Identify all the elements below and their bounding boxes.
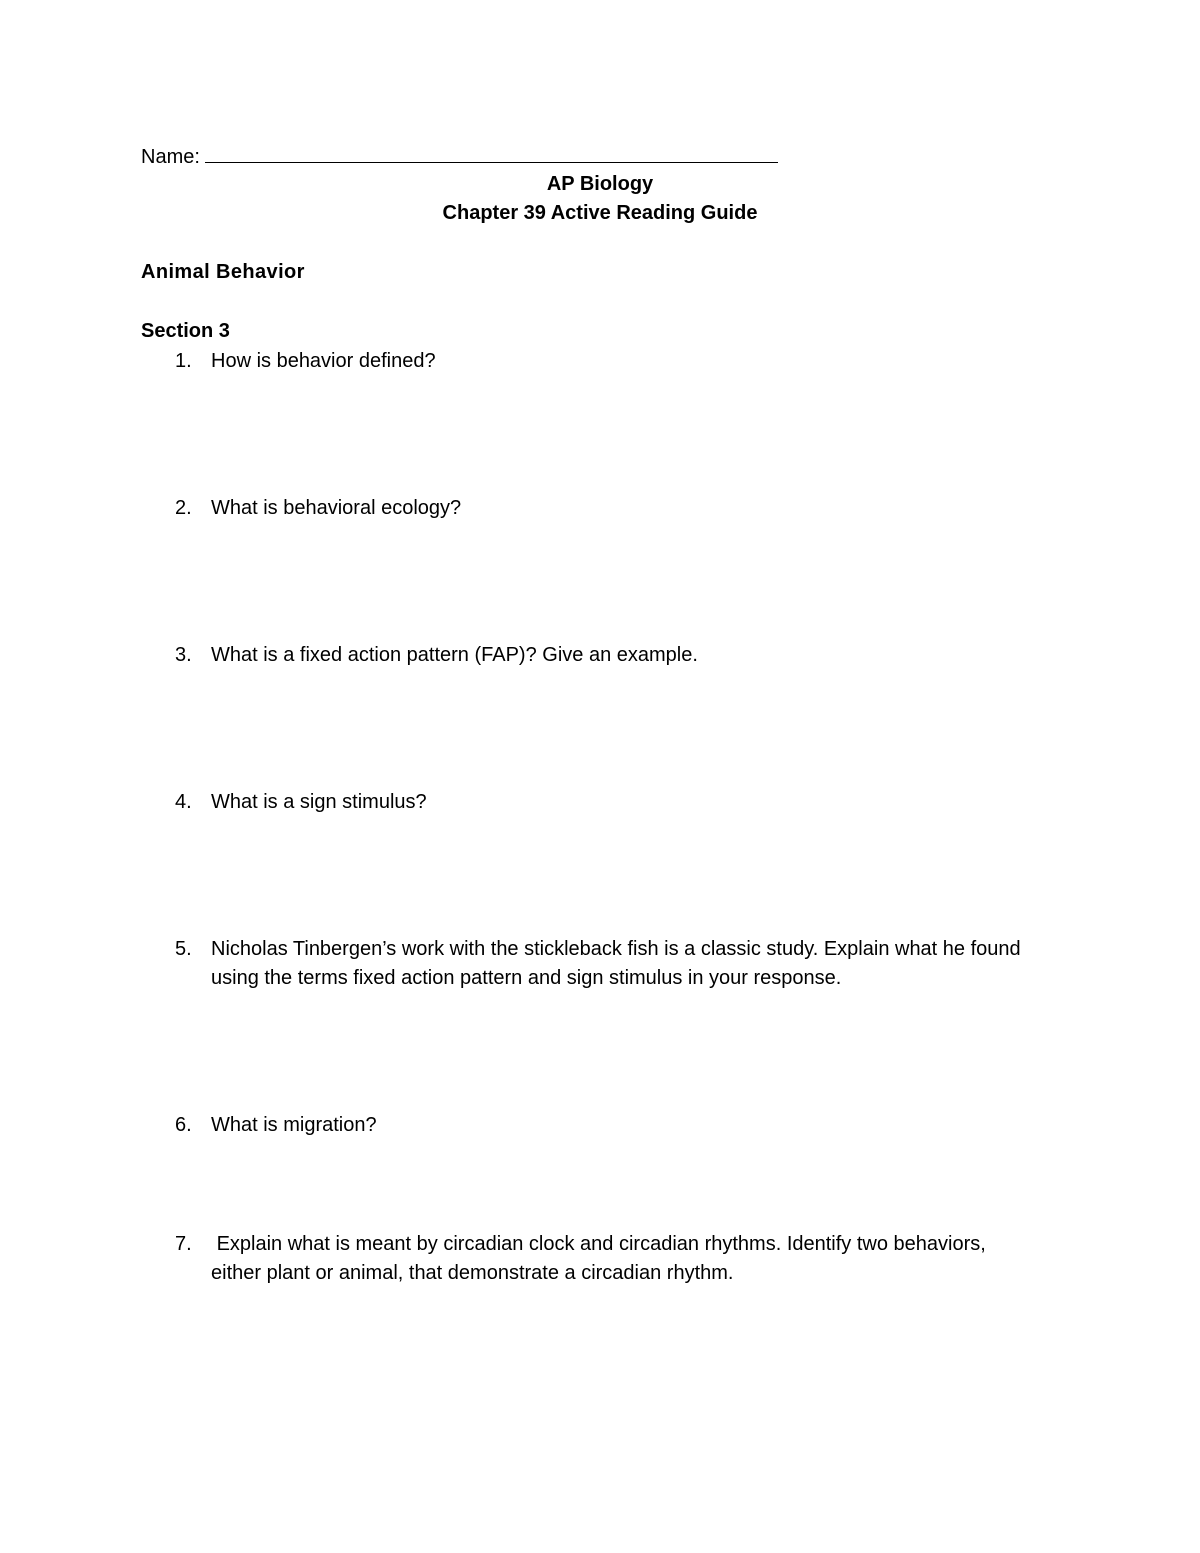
question-text: Explain what is meant by circadian clock and circadian rhythms. Identify two behaviors, either plant or animal, that demonstrate a circadian rhythm.	[211, 1233, 992, 1284]
question-number: 4.	[175, 791, 192, 813]
course-title: AP Biology	[546, 173, 654, 195]
question-text: Nicholas Tinbergen’s work with the stickleback fish is a classic study. Explain what he found using the terms fixed action pattern and sign stimulus in your response.	[211, 938, 1021, 989]
topic-heading: Animal Behavior	[141, 261, 305, 283]
question-number: 5.	[175, 938, 192, 960]
name-label: Name:	[141, 146, 200, 168]
question-text: What is a sign stimulus?	[211, 791, 427, 813]
section-heading: Section 3	[141, 320, 230, 342]
question-text: How is behavior defined?	[211, 350, 436, 372]
question-text: What is behavioral ecology?	[211, 497, 462, 519]
question-number: 2.	[175, 497, 192, 519]
guide-title: Chapter 39 Active Reading Guide	[442, 202, 758, 224]
question-number: 1.	[175, 350, 192, 372]
name-blank-line	[205, 141, 778, 163]
question-text: What is a fixed action pattern (FAP)? Give an example.	[211, 644, 698, 666]
question-number: 3.	[175, 644, 192, 666]
question-text: What is migration?	[211, 1114, 377, 1136]
question-number: 6.	[175, 1114, 192, 1136]
name-field	[141, 141, 778, 172]
question-number: 7.	[175, 1233, 192, 1255]
